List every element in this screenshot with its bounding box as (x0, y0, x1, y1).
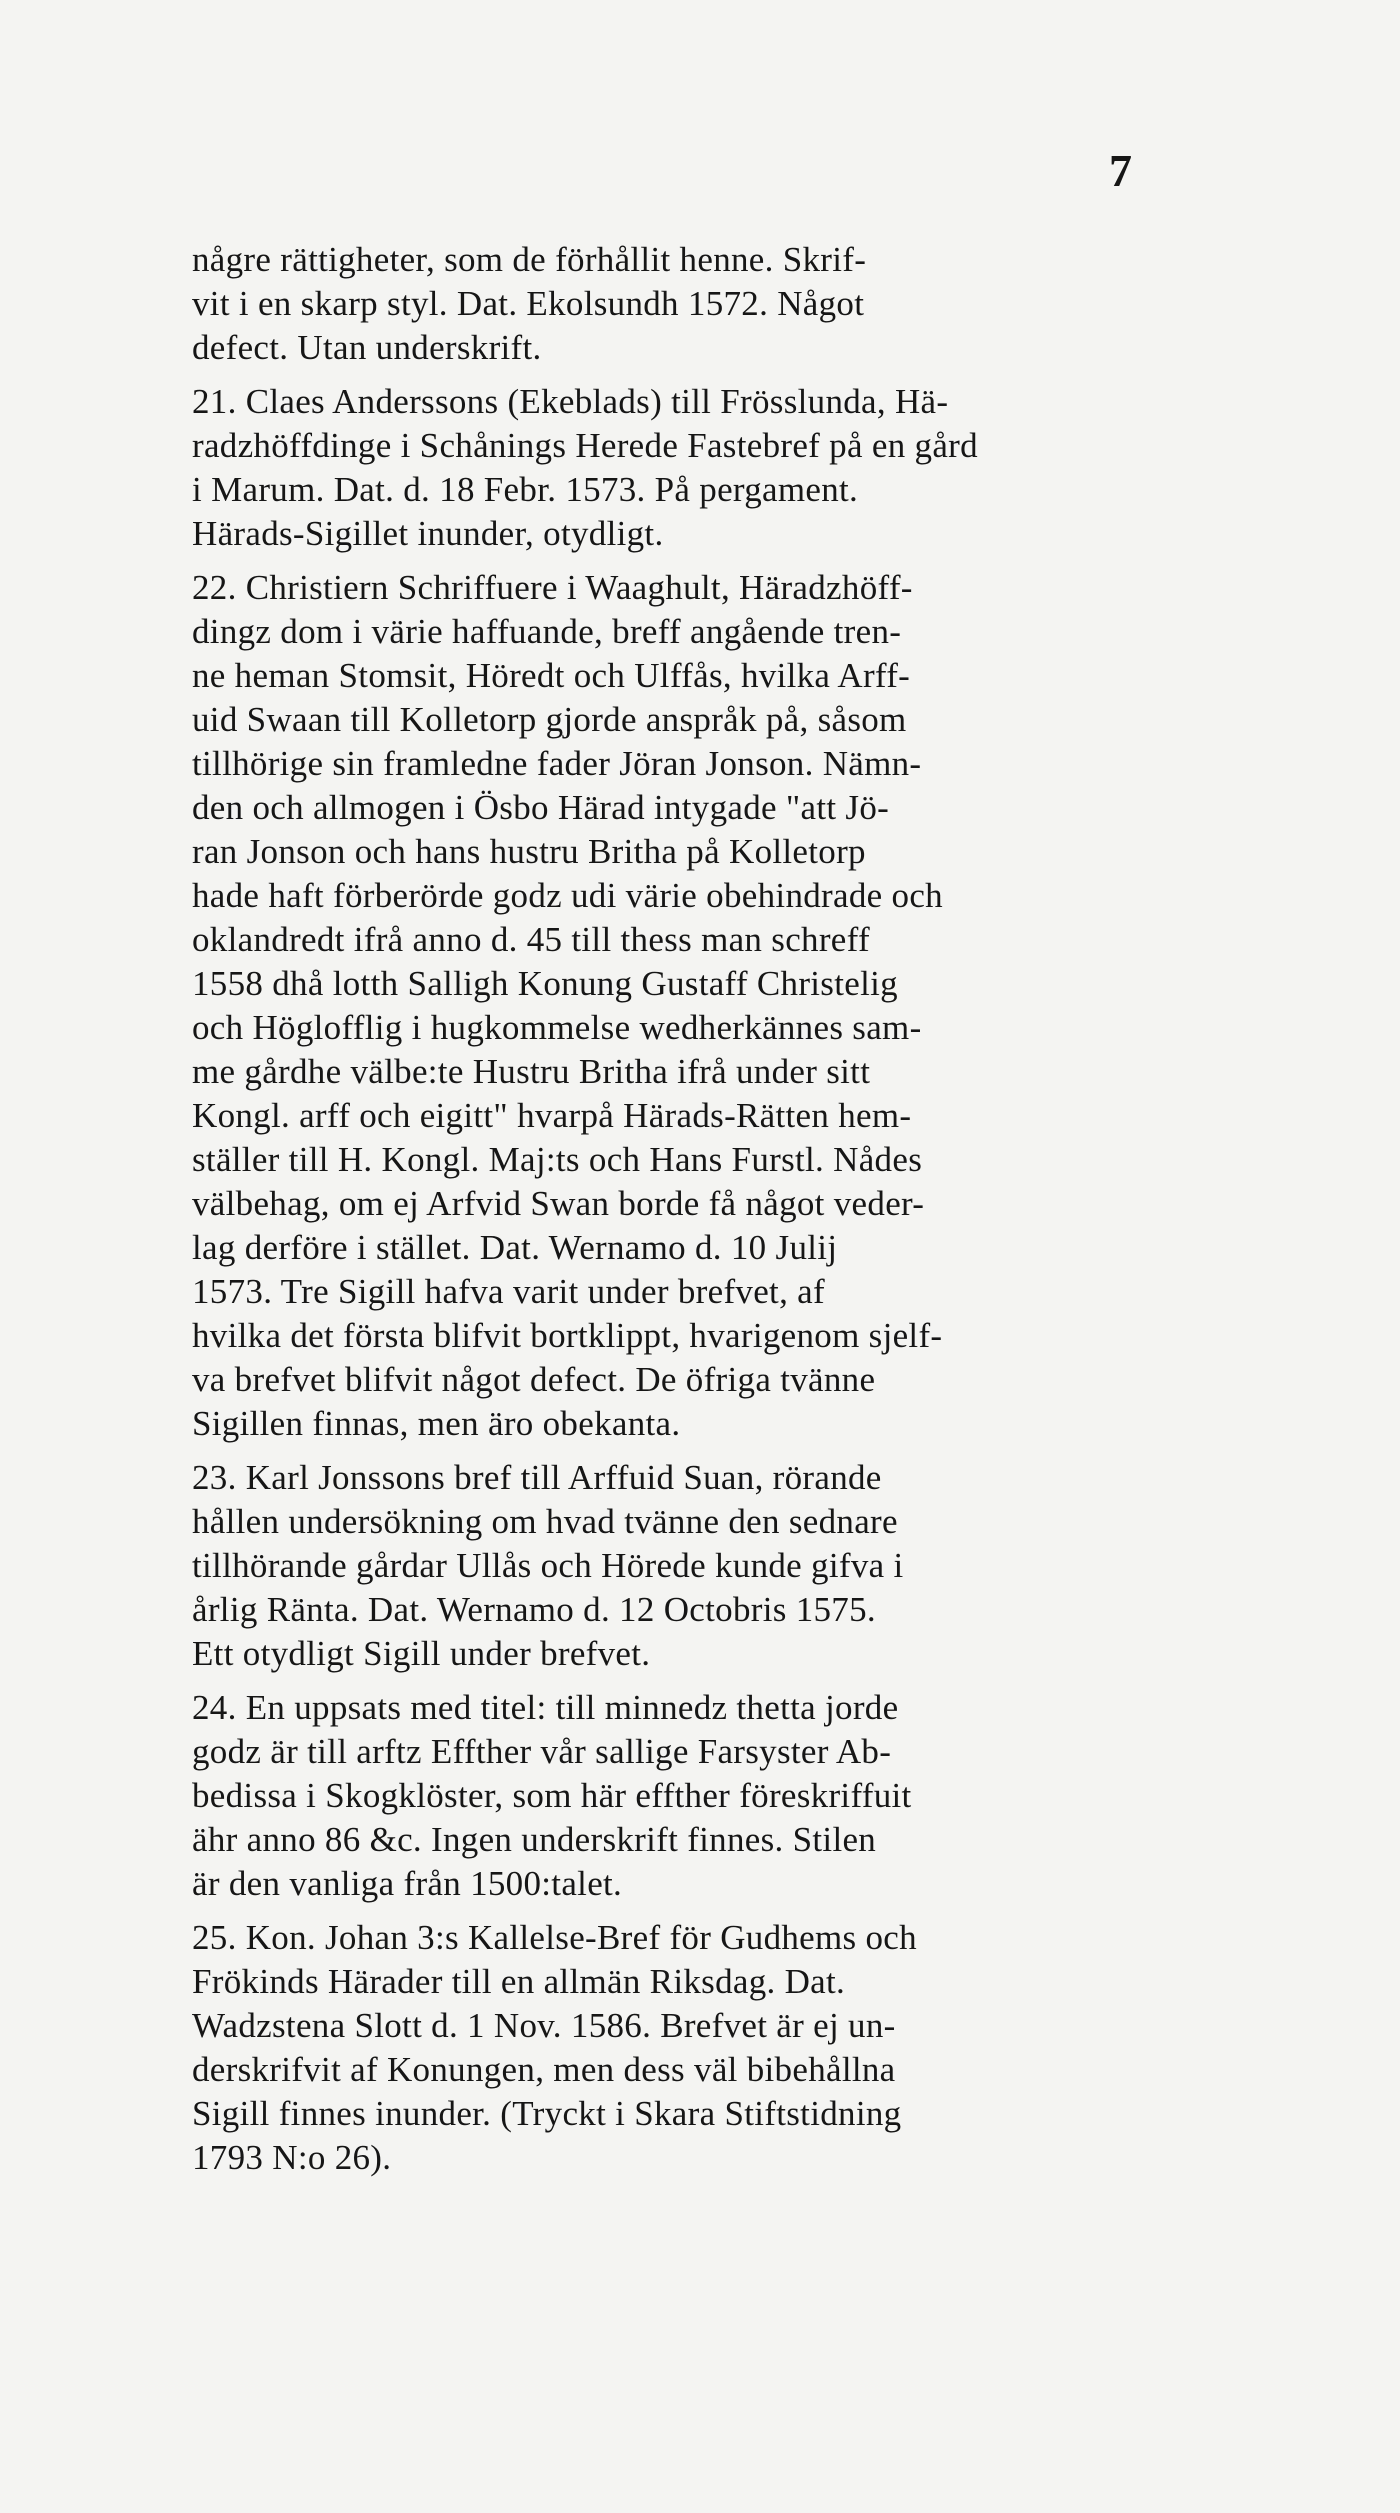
text-line: Sigillen finnas, men äro obekanta. (192, 1404, 681, 1443)
text-line: hållen undersökning om hvad tvänne den sednare (192, 1502, 898, 1541)
text-line: någre rättigheter, som de förhållit henne. Skrif- (192, 240, 867, 279)
text-line: vit i en skarp styl. Dat. Ekolsundh 1572. Något (192, 284, 865, 323)
text-line: är den vanliga från 1500:talet. (192, 1864, 623, 1903)
text-line: va brefvet blifvit något defect. De öfriga tvänne (192, 1360, 876, 1399)
text-line: uid Swaan till Kolletorp gjorde anspråk på, såsom (192, 700, 907, 739)
text-line: hade haft förberörde godz udi värie obehindrade och (192, 876, 943, 915)
text-line: i Marum. Dat. d. 18 Febr. 1573. På pergament. (192, 470, 859, 509)
text-line: radzhöffdinge i Schånings Herede Fastebref på en gård (192, 426, 978, 465)
text-line: lag derföre i stället. Dat. Wernamo d. 10 Julij (192, 1228, 838, 1267)
text-line: den och allmogen i Ösbo Härad intygade "att Jö- (192, 788, 890, 827)
entry-25-line: 25. Kon. Johan 3:s Kallelse-Bref för Gudhems och (192, 1918, 917, 1957)
text-line: tillhörande gårdar Ullås och Hörede kunde gifva i (192, 1546, 904, 1585)
text-line: Wadzstena Slott d. 1 Nov. 1586. Brefvet är ej un- (192, 2006, 896, 2045)
text-line: Härads-Sigillet inunder, otydligt. (192, 514, 664, 553)
text-line: tillhörige sin framledne fader Jöran Jonson. Nämn- (192, 744, 922, 783)
text-line: derskrifvit af Konungen, men dess väl bibehållna (192, 2050, 896, 2089)
text-line: ran Jonson och hans hustru Britha på Kolletorp (192, 832, 866, 871)
entry-22-line: 22. Christiern Schriffuere i Waaghult, Häradzhöff- (192, 568, 913, 607)
text-line: bedissa i Skogklöster, som här effther föreskriffuit (192, 1776, 912, 1815)
text-line: 1558 dhå lotth Salligh Konung Gustaff Christelig (192, 964, 898, 1003)
text-line: Frökinds Härader till en allmän Riksdag. Dat. (192, 1962, 846, 2001)
text-line: dingz dom i värie haffuande, breff angående tren- (192, 612, 902, 651)
text-line: Sigill finnes inunder. (Tryckt i Skara Stiftstidning (192, 2094, 902, 2133)
text-line: Kongl. arff och eigitt" hvarpå Härads-Rätten hem- (192, 1096, 912, 1135)
text-line: hvilka det första blifvit bortklippt, hvarigenom sjelf- (192, 1316, 943, 1355)
text-line: oklandredt ifrå anno d. 45 till thess man schreff (192, 920, 870, 959)
text-line: godz är till arftz Effther vår sallige Farsyster Ab- (192, 1732, 892, 1771)
text-line: 1573. Tre Sigill hafva varit under brefvet, af (192, 1272, 825, 1311)
page-number: 7 (1109, 145, 1132, 196)
entry-24-line: 24. En uppsats med titel: till minnedz thetta jorde (192, 1688, 899, 1727)
text-line: årlig Ränta. Dat. Wernamo d. 12 Octobris 1575. (192, 1590, 876, 1629)
text-line: ställer till H. Kongl. Maj:ts och Hans Furstl. Nådes (192, 1140, 923, 1179)
text-line: defect. Utan underskrift. (192, 328, 542, 367)
text-line: 1793 N:o 26). (192, 2138, 392, 2177)
text-line: välbehag, om ej Arfvid Swan borde få något veder- (192, 1184, 925, 1223)
text-line: ähr anno 86 &c. Ingen underskrift finnes. Stilen (192, 1820, 877, 1859)
text-line: och Höglofflig i hugkommelse wedherkännes sam- (192, 1008, 922, 1047)
text-line: Ett otydligt Sigill under brefvet. (192, 1634, 651, 1673)
entry-21-line: 21. Claes Anderssons (Ekeblads) till Frösslunda, Hä- (192, 382, 949, 421)
text-line: ne heman Stomsit, Höredt och Ulffås, hvilka Arff- (192, 656, 911, 695)
entry-23-line: 23. Karl Jonssons bref till Arffuid Suan, rörande (192, 1458, 882, 1497)
document-text-block (192, 238, 1172, 2180)
text-line: me gårdhe välbe:te Hustru Britha ifrå under sitt (192, 1052, 871, 1091)
